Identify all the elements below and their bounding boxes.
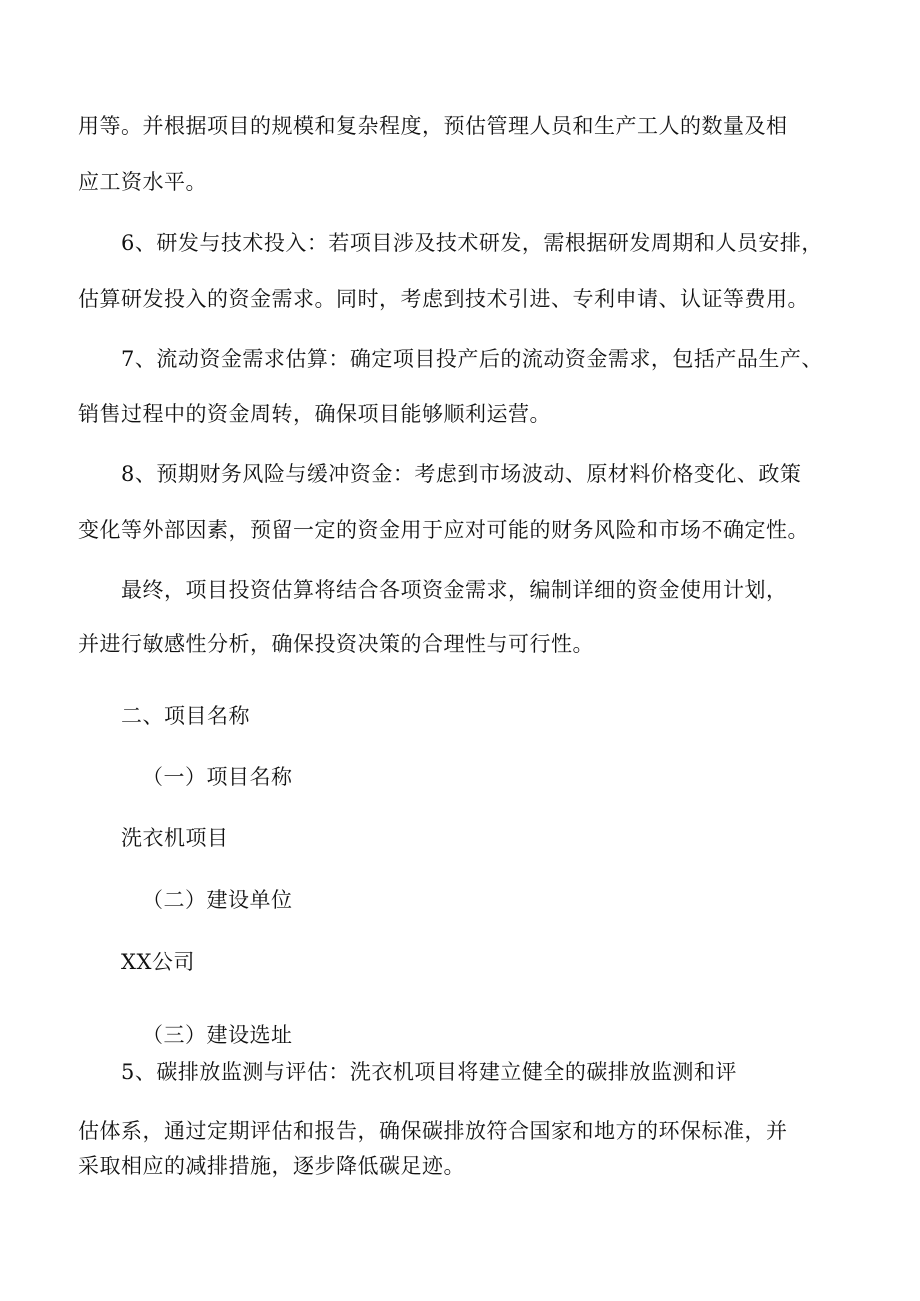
paragraph-rnd-line-2: 估算研发投入的资金需求。同时，考虑到技术引进、专利申请、认证等费用。 <box>78 287 809 311</box>
subsection-heading-site: （三）建设选址 <box>142 1023 293 1047</box>
paragraph-carbon-line-1: 5、碳排放监测与评估：洗衣机项目将建立健全的碳排放监测和评 <box>121 1060 737 1084</box>
paragraph-rnd-line-1: 6、研发与技术投入：若项目涉及技术研发，需根据研发周期和人员安排， <box>121 231 823 255</box>
builder-value: XX公司 <box>121 950 195 974</box>
section-heading: 二、项目名称 <box>121 704 250 728</box>
paragraph-conclusion-line-1: 最终，项目投资估算将结合各项资金需求，编制详细的资金使用计划， <box>121 578 788 602</box>
paragraph-working-capital-line-2: 销售过程中的资金周转，确保项目能够顺利运营。 <box>78 402 551 426</box>
paragraph-carbon-line-2: 估体系，通过定期评估和报告，确保碳排放符合国家和地方的环保标准，并 <box>78 1119 788 1143</box>
paragraph-staffing-line-1: 用等。并根据项目的规模和复杂程度，预估管理人员和生产工人的数量及相 <box>78 114 788 138</box>
paragraph-conclusion-line-2: 并进行敏感性分析，确保投资决策的合理性与可行性。 <box>78 632 594 656</box>
subsection-heading-builder: （二）建设单位 <box>142 888 293 912</box>
paragraph-financial-risk-line-1: 8、预期财务风险与缓冲资金：考虑到市场波动、原材料价格变化、政策 <box>121 462 802 486</box>
paragraph-working-capital-line-1: 7、流动资金需求估算：确定项目投产后的流动资金需求，包括产品生产、 <box>121 347 823 371</box>
subsection-heading-project-name: （一）项目名称 <box>142 765 293 789</box>
project-name-value: 洗衣机项目 <box>121 826 229 850</box>
paragraph-financial-risk-line-2: 变化等外部因素，预留一定的资金用于应对可能的财务风险和市场不确定性。 <box>78 518 809 542</box>
paragraph-staffing-line-2: 应工资水平。 <box>78 170 207 194</box>
paragraph-carbon-line-3: 采取相应的减排措施，逐步降低碳足迹。 <box>78 1154 465 1178</box>
